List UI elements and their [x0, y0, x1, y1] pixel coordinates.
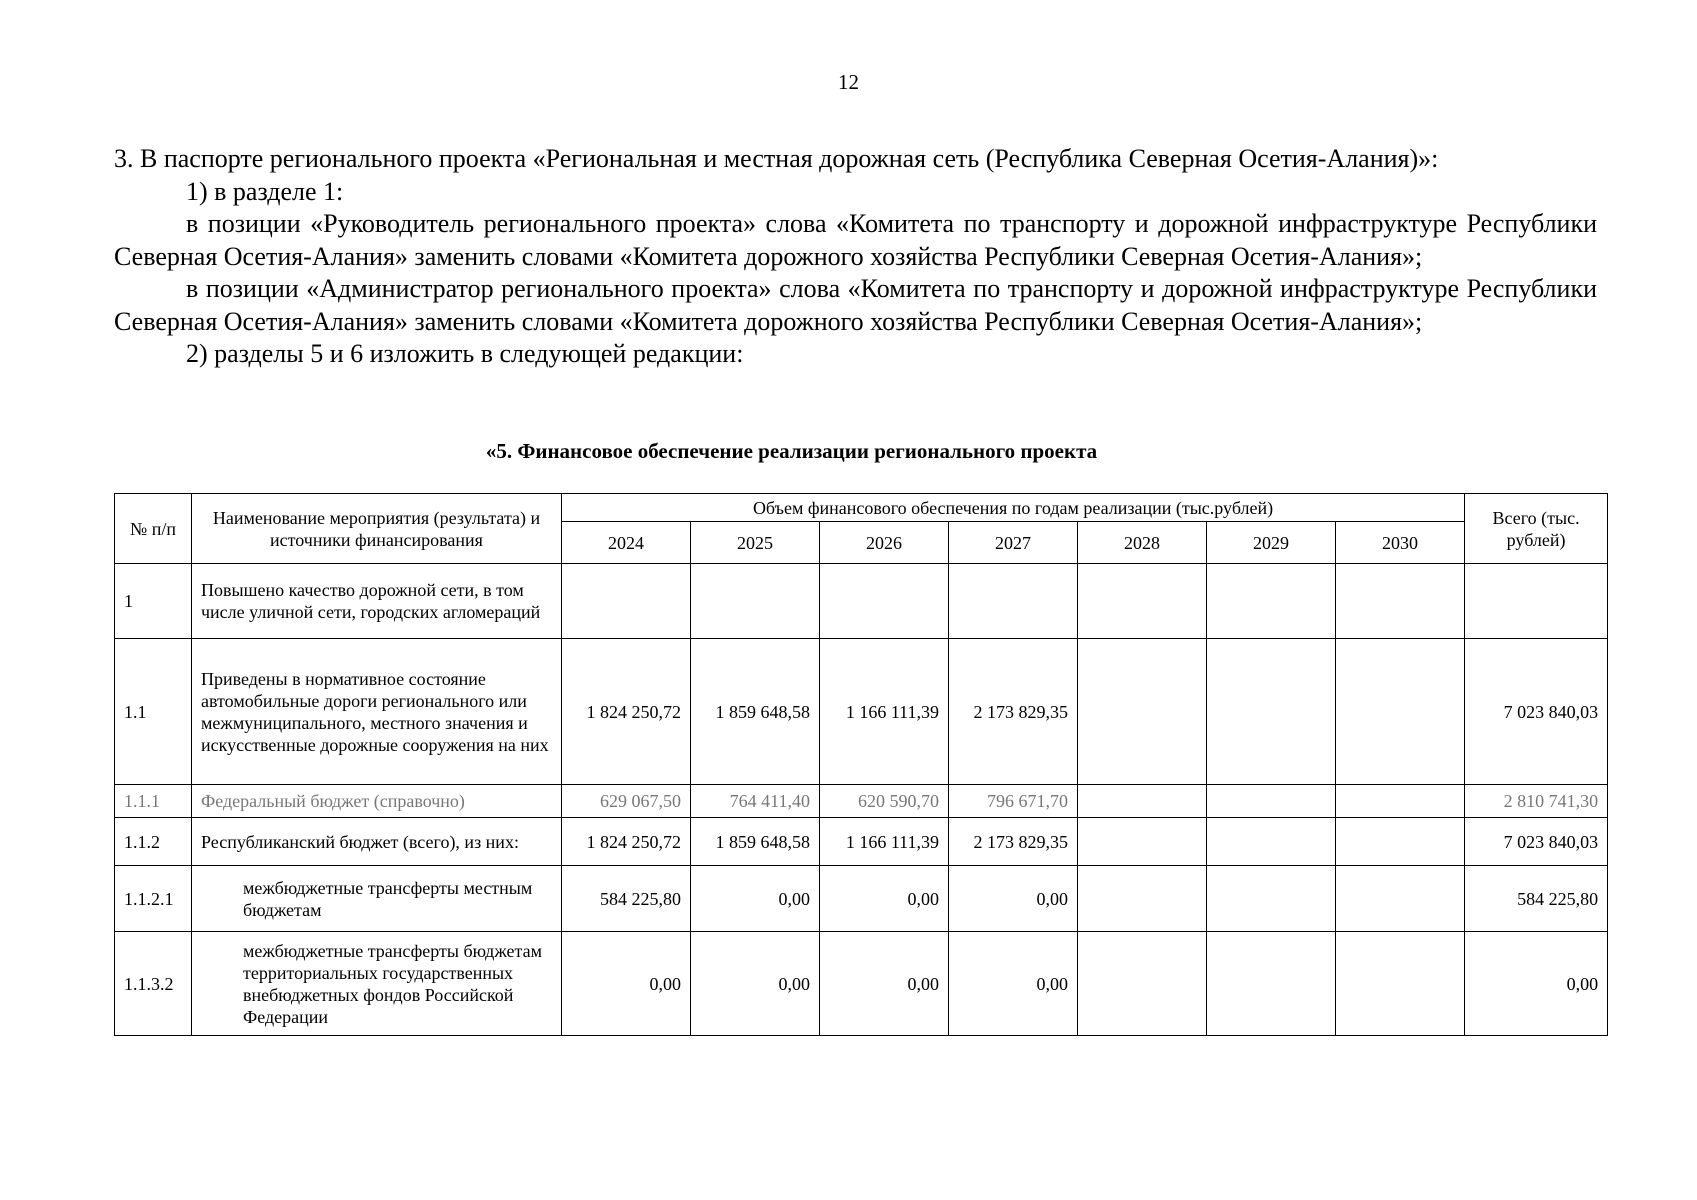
- row-num: 1.1.1: [115, 785, 192, 818]
- header-total: Всего (тыс. рублей): [1465, 494, 1608, 564]
- row-num: 1.1.3.2: [115, 932, 192, 1036]
- row-value: 0,00: [691, 932, 820, 1036]
- row-value: 0,00: [820, 932, 949, 1036]
- row-value: [820, 564, 949, 639]
- row-value: 796 671,70: [949, 785, 1078, 818]
- row-value: [562, 564, 691, 639]
- row-value: [1336, 932, 1465, 1036]
- table-row: [115, 932, 1608, 1036]
- row-name: Республиканский бюджет (всего), из них:: [192, 818, 562, 866]
- header-row-top: [115, 494, 1608, 522]
- row-value: [949, 564, 1078, 639]
- row-value: 764 411,40: [691, 785, 820, 818]
- row-value: [1207, 785, 1336, 818]
- row-value: [1336, 639, 1465, 785]
- row-total: 2 810 741,30: [1465, 785, 1608, 818]
- row-value: 0,00: [820, 866, 949, 932]
- row-value: 2 173 829,35: [949, 639, 1078, 785]
- header-num: № п/п: [115, 494, 192, 564]
- row-value: [1207, 818, 1336, 866]
- row-total: 7 023 840,03: [1465, 639, 1608, 785]
- body-text: [114, 143, 1597, 371]
- row-value: 2 173 829,35: [949, 818, 1078, 866]
- row-value: 1 166 111,39: [820, 639, 949, 785]
- row-value: [1078, 818, 1207, 866]
- row-value: 1 166 111,39: [820, 818, 949, 866]
- row-total: 0,00: [1465, 932, 1608, 1036]
- header-year: 2025: [691, 522, 820, 564]
- row-value: 629 067,50: [562, 785, 691, 818]
- financing-table: [114, 493, 1608, 1036]
- header-year: 2030: [1336, 522, 1465, 564]
- paragraph-item-3: 3. В паспорте регионального проекта «Региональная и местная дорожная сеть (Республика Северная Осетия-Алания)»:: [114, 144, 1439, 173]
- row-value: [1207, 932, 1336, 1036]
- table-row: [115, 564, 1608, 639]
- row-name: Повышено качество дорожной сети, в том числе уличной сети, городских агломераций: [192, 564, 562, 639]
- row-num: 1: [115, 564, 192, 639]
- row-value: 1 824 250,72: [562, 818, 691, 866]
- row-name: межбюджетные трансферты местным бюджетам: [192, 866, 562, 932]
- row-value: 1 859 648,58: [691, 818, 820, 866]
- table-row: [115, 785, 1608, 818]
- row-value: 0,00: [949, 932, 1078, 1036]
- table-row: [115, 818, 1608, 866]
- row-value: [1336, 818, 1465, 866]
- header-year: 2027: [949, 522, 1078, 564]
- row-value: [1078, 932, 1207, 1036]
- header-year: 2029: [1207, 522, 1336, 564]
- page-number: 12: [838, 70, 859, 94]
- row-total: [1465, 564, 1608, 639]
- row-value: [691, 564, 820, 639]
- row-value: 0,00: [949, 866, 1078, 932]
- row-value: [1336, 866, 1465, 932]
- row-total: 7 023 840,03: [1465, 818, 1608, 866]
- row-value: [1207, 639, 1336, 785]
- row-value: [1207, 866, 1336, 932]
- paragraph-subitem-1: 1) в разделе 1:: [186, 176, 344, 206]
- row-value: [1078, 785, 1207, 818]
- row-num: 1.1.2: [115, 818, 192, 866]
- row-value: [1336, 785, 1465, 818]
- row-value: [1207, 564, 1336, 639]
- header-year: 2028: [1078, 522, 1207, 564]
- paragraph-subitem-2: 2) разделы 5 и 6 изложить в следующей редакции:: [186, 339, 744, 368]
- row-value: [1078, 564, 1207, 639]
- table-row: [115, 866, 1608, 932]
- table-row: [115, 639, 1608, 785]
- row-value: 0,00: [691, 866, 820, 932]
- row-value: 0,00: [562, 932, 691, 1036]
- header-year: 2024: [562, 522, 691, 564]
- paragraph-head-position: в позиции «Руководитель регионального проекта» слова «Комитета по транспорту и дорожной инфраструктуре Республики Северная Осетия-Алания» заменить словами «Комитета дорожного хозяйства Республики Северная Осетия-Алания»;: [114, 209, 1597, 271]
- row-name: Приведены в нормативное состояние автомобильные дороги регионального или межмуниципального, местного значения и искусственные дорожные сооружения на них: [192, 639, 562, 785]
- header-year: 2026: [820, 522, 949, 564]
- section-title: «5. Финансовое обеспечение реализации регионального проекта: [485, 439, 1098, 463]
- row-value: [1078, 866, 1207, 932]
- row-name: Федеральный бюджет (справочно): [192, 785, 562, 818]
- row-name: межбюджетные трансферты бюджетам территориальных государственных внебюджетных фондов Российской Федерации: [192, 932, 562, 1036]
- row-num: 1.1.2.1: [115, 866, 192, 932]
- paragraph-admin-position: в позиции «Администратор регионального проекта» слова «Комитета по транспорту и дорожной инфраструктуре Республики Северная Осетия-Алания» заменить словами «Комитета дорожного хозяйства Республики Северная Осетия-Алания»;: [114, 274, 1597, 336]
- row-value: 1 824 250,72: [562, 639, 691, 785]
- row-value: 1 859 648,58: [691, 639, 820, 785]
- row-value: [1336, 564, 1465, 639]
- row-total: 584 225,80: [1465, 866, 1608, 932]
- header-volume: Объем финансового обеспечения по годам реализации (тыс.рублей): [562, 494, 1465, 522]
- row-num: 1.1: [115, 639, 192, 785]
- row-value: [1078, 639, 1207, 785]
- header-name: Наименование мероприятия (результата) и источники финансирования: [192, 494, 562, 564]
- row-value: 620 590,70: [820, 785, 949, 818]
- row-value: 584 225,80: [562, 866, 691, 932]
